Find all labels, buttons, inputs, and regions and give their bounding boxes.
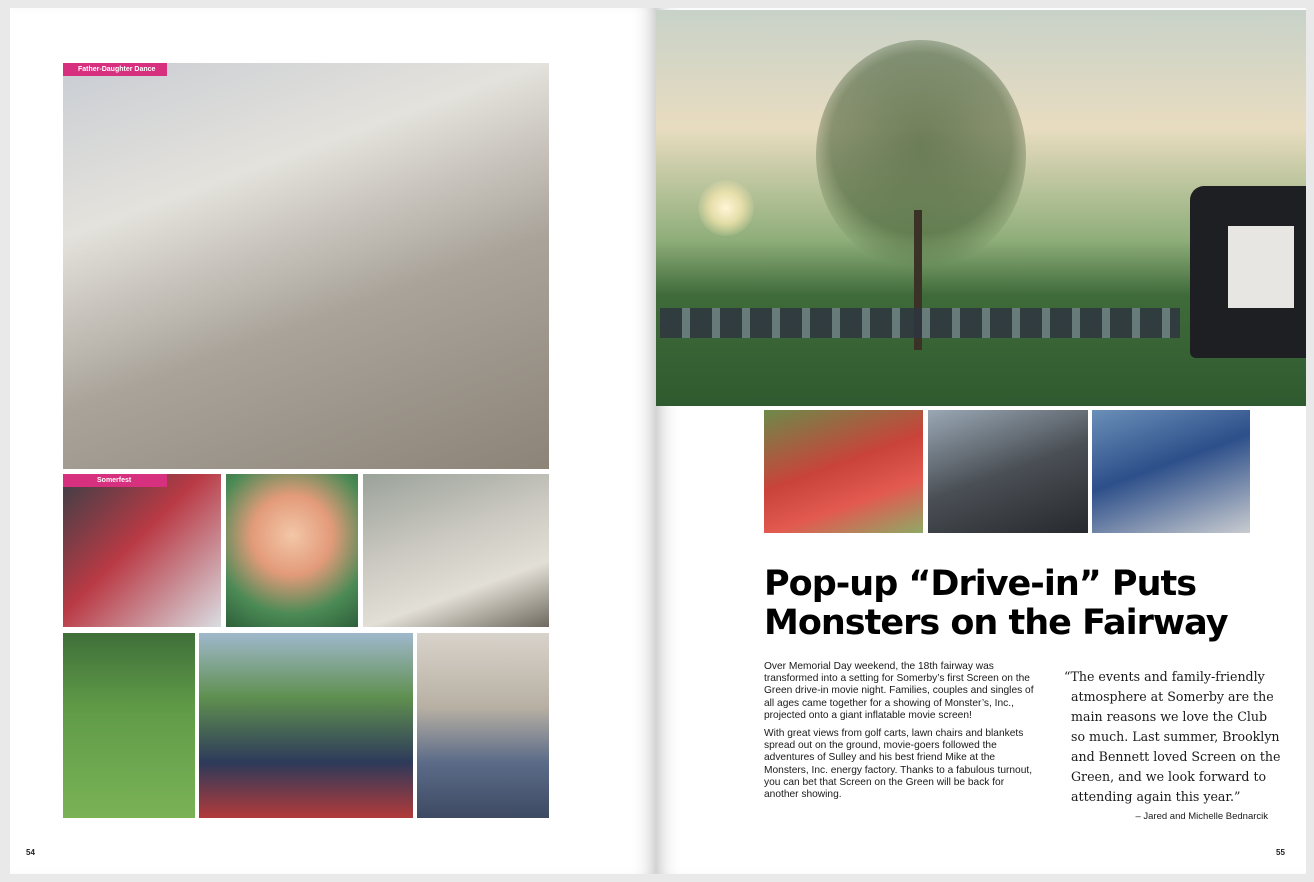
lawn-game-photo — [63, 633, 195, 818]
carriage-photo — [63, 63, 549, 469]
headline-line-1: Pop-up “Drive-in” Puts — [764, 564, 1197, 604]
father-daughter-label: Father-Daughter Dance — [63, 63, 167, 76]
boys-cart-photo — [1092, 410, 1250, 533]
page-number-right: 55 — [1276, 848, 1285, 857]
somerfest-label: Somerfest — [63, 474, 167, 487]
screen-surface — [1228, 226, 1294, 308]
golf-cart-row — [660, 308, 1180, 338]
pull-quote: “The events and family-friendly atmosphere at Somerby are the main reasons we love the Club so much. Last summer, Brooklyn and Bennett loved Screen on the Green, and we look forward to attending again this year.” — [1064, 669, 1281, 804]
body-paragraph-1: Over Memorial Day weekend, the 18th fairway was transformed into a setting for Somerby’s first Screen on the Green drive-in movie night. Families, couples and singles of all ages came together for a showing of Monster’s, Inc., projected onto a giant inflatable movie screen! — [764, 661, 1034, 721]
monster-costume-photo — [764, 410, 923, 533]
father-daughter-photo — [417, 633, 549, 818]
quote-attribution: – Jared and Michelle Bednarcik — [1135, 811, 1268, 822]
face-paint-photo — [226, 474, 358, 627]
headline-line-2: Monsters on the Fairway — [764, 603, 1228, 643]
sunset-glow — [698, 180, 754, 236]
article-body — [764, 661, 1040, 807]
inflatable-screen — [1190, 186, 1306, 358]
article-headline — [764, 565, 1284, 643]
right-page — [656, 8, 1306, 874]
left-page — [10, 8, 656, 874]
page-number-left: 54 — [26, 848, 35, 857]
drive-in-hero-photo — [656, 10, 1306, 406]
towel-girl-photo — [363, 474, 549, 627]
body-paragraph-2: With great views from golf carts, lawn chairs and blankets spread out on the ground, movie-goers followed the adventures of Sulley and his best friend Mike at the Monsters, Inc. energy factory. Thanks to a fabulous turnout, you can bet that Screen on the Green will be back for another showing. — [764, 728, 1033, 801]
slide-photo — [63, 474, 221, 627]
golf-cart-photo — [928, 410, 1088, 533]
family-group-photo — [199, 633, 413, 818]
